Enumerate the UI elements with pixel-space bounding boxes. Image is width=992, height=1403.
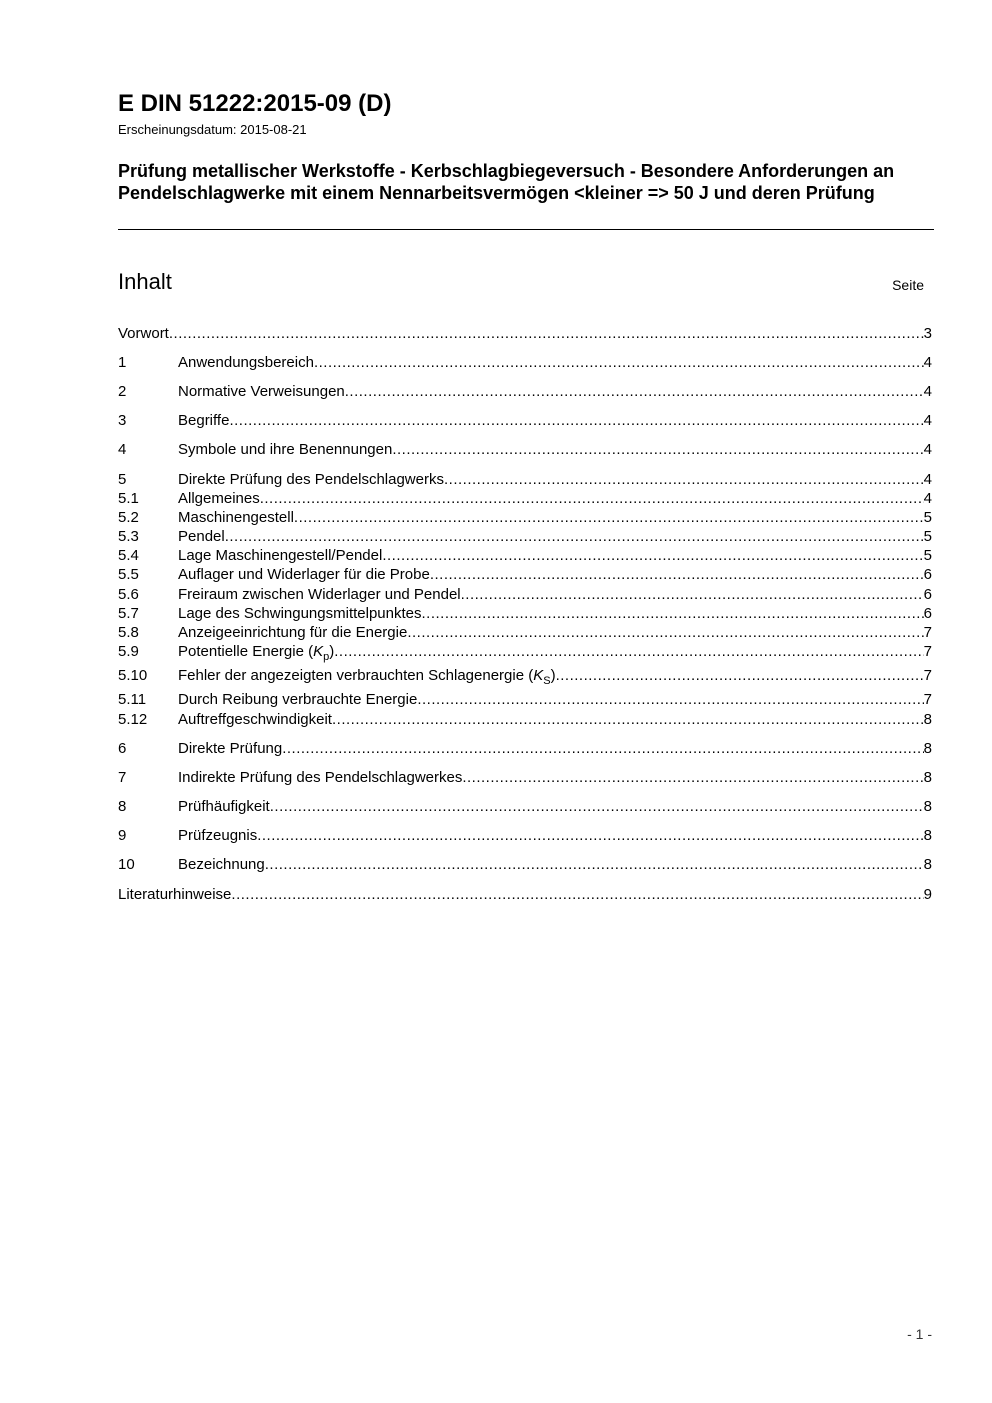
toc-entry-title: Normative Verweisungen	[178, 383, 345, 400]
toc-entry-title: Prüfzeugnis	[178, 827, 258, 844]
toc-entry-number: 5.7	[118, 605, 139, 622]
symbol-k: K	[313, 643, 324, 660]
toc-entry-page: 4	[923, 383, 932, 400]
toc-leader	[294, 508, 924, 528]
toc-entry-5-12[interactable]	[118, 710, 932, 730]
toc-entry-5-10[interactable]	[118, 666, 932, 686]
toc-entry-number: 7	[118, 769, 127, 786]
toc-entry-page: 5	[923, 528, 932, 545]
toc-entry-title: Pendel	[178, 528, 225, 545]
toc-entry-3[interactable]	[118, 411, 932, 431]
toc-leader	[462, 768, 923, 788]
toc-leader	[332, 710, 924, 730]
document-title: Prüfung metallischer Werkstoffe - Kerbschlagbiegeversuch - Besondere Anforderungen an Pendelschlagwerke mit einem Nennarbeitsvermögen <kleiner => 50 J und deren Prüfung	[118, 161, 895, 203]
toc-entry-number: 5.10	[118, 667, 148, 684]
toc-entry-number: 8	[118, 798, 127, 815]
toc-entry-title: Vorwort	[118, 325, 169, 342]
toc-entry-title: Direkte Prüfung	[178, 740, 283, 757]
toc-entry-title-text: Fehler der angezeigten verbrauchten Schlagenergie (	[178, 667, 534, 684]
toc-entry-page: 7	[923, 667, 932, 684]
toc-leader	[229, 411, 923, 431]
toc-entry-5[interactable]	[118, 470, 932, 490]
toc-entry-number: 1	[118, 354, 127, 371]
toc-entry-title: Begriffe	[178, 412, 230, 429]
toc-entry-title: Literaturhinweise	[118, 886, 232, 903]
toc-page-column-label: Seite	[892, 277, 924, 293]
toc-entry-number: 5	[118, 471, 127, 488]
symbol-subscript: S	[543, 675, 551, 687]
toc-leader	[231, 885, 923, 905]
toc-entry-page: 7	[923, 624, 932, 641]
toc-entry-7[interactable]	[118, 768, 932, 788]
toc-leader	[407, 623, 923, 643]
toc-leader	[345, 382, 924, 402]
toc-entry-title-text: Potentielle Energie (	[178, 643, 314, 660]
toc-leader	[422, 604, 924, 624]
toc-entry-title: Direkte Prüfung des Pendelschlagwerks	[178, 471, 444, 488]
symbol-subscript: p	[323, 651, 330, 663]
toc-entry-number: 3	[118, 412, 127, 429]
toc-entry-title: Bezeichnung	[178, 856, 265, 873]
toc-entry-5-3[interactable]	[118, 527, 932, 547]
toc-entry-number: 5.1	[118, 490, 139, 507]
toc-entry-title: Indirekte Prüfung des Pendelschlagwerkes	[178, 769, 463, 786]
toc-entry-page: 4	[923, 441, 932, 458]
toc-leader	[257, 826, 923, 846]
toc-entry-title: Anwendungsbereich	[178, 354, 314, 371]
toc-entry-title: Prüfhäufigkeit	[178, 798, 270, 815]
toc-entry-5-2[interactable]	[118, 508, 932, 528]
toc-entry-title: Anzeigeeinrichtung für die Energie	[178, 624, 408, 641]
toc-heading: Inhalt	[118, 269, 172, 294]
toc-leader	[417, 690, 923, 710]
toc-leader	[556, 666, 924, 686]
toc-leader	[430, 565, 924, 585]
toc-entry-title: Auftreffgeschwindigkeit	[178, 711, 332, 728]
toc-entry-9[interactable]	[118, 826, 932, 846]
toc-entry-5-4[interactable]	[118, 546, 932, 566]
toc-entry-title: Freiraum zwischen Widerlager und Pendel	[178, 586, 461, 603]
toc-entry-page: 6	[923, 566, 932, 583]
symbol-k: K	[533, 667, 544, 684]
toc-entry-number: 4	[118, 441, 127, 458]
toc-leader	[334, 642, 923, 662]
toc-entry-number: 10	[118, 856, 135, 873]
toc-entry-page: 3	[923, 325, 932, 342]
toc-leader	[225, 527, 924, 547]
toc-entry-vorwort[interactable]	[118, 324, 932, 344]
toc-entry-number: 5.8	[118, 624, 139, 641]
toc-entry-5-11[interactable]	[118, 690, 932, 710]
toc-entry-title: Symbole und ihre Benennungen	[178, 441, 393, 458]
toc-entry-5-7[interactable]	[118, 604, 932, 624]
toc-entry-number: 5.11	[118, 691, 147, 708]
title-divider	[118, 229, 934, 230]
toc-entry-5-6[interactable]	[118, 585, 932, 605]
toc-entry-number: 5.5	[118, 566, 139, 583]
toc-entry-title	[178, 666, 556, 691]
toc-leader	[169, 324, 924, 344]
toc-entry-title: Maschinengestell	[178, 509, 294, 526]
page-number: - 1 -	[907, 1326, 932, 1342]
toc-leader	[392, 440, 923, 460]
toc-leader	[461, 585, 924, 605]
toc-leader	[282, 739, 923, 759]
toc-entry-number: 5.4	[118, 547, 139, 564]
toc-entry-number: 5.3	[118, 528, 139, 545]
toc-entry-title-suffix: )	[329, 643, 335, 660]
toc-entry-page: 4	[923, 490, 932, 507]
toc-entry-page: 6	[923, 605, 932, 622]
toc-entry-title: Durch Reibung verbrauchte Energie	[178, 691, 418, 708]
toc-entry-number: 5.6	[118, 586, 139, 603]
toc-entry-5-5[interactable]	[118, 565, 932, 585]
toc-leader	[444, 470, 924, 490]
toc-entry-page: 4	[923, 354, 932, 371]
toc-entry-2[interactable]	[118, 382, 932, 402]
document-id: E DIN 51222:2015-09 (D)	[118, 90, 392, 117]
toc-leader	[382, 546, 923, 566]
toc-leader	[265, 855, 924, 875]
toc-entry-title: Lage Maschinengestell/Pendel	[178, 547, 383, 564]
toc-entry-page: 5	[923, 547, 932, 564]
toc-entry-8[interactable]	[118, 797, 932, 817]
toc-entry-page: 8	[923, 798, 932, 815]
toc-entry-5-9[interactable]	[118, 642, 932, 662]
toc-entry-page: 8	[923, 740, 932, 757]
toc-leader	[314, 353, 924, 373]
toc-entry-title	[178, 642, 334, 667]
toc-entry-page: 9	[923, 886, 932, 903]
toc-entry-number: 2	[118, 383, 127, 400]
toc-entry-page: 8	[923, 769, 932, 786]
toc-entry-page: 7	[923, 643, 932, 660]
toc-entry-number: 6	[118, 740, 127, 757]
publication-date: Erscheinungsdatum: 2015-08-21	[118, 122, 307, 137]
toc-entry-number: 5.2	[118, 509, 139, 526]
toc-entry-page: 7	[923, 691, 932, 708]
toc-entry-6[interactable]	[118, 739, 932, 759]
toc-entry-page: 4	[923, 412, 932, 429]
toc-entry-page: 8	[923, 827, 932, 844]
toc-entry-5-1[interactable]	[118, 489, 932, 509]
toc-entry-title: Lage des Schwingungsmittelpunktes	[178, 605, 422, 622]
toc-entry-literaturhinweise[interactable]	[118, 885, 932, 905]
toc-entry-number: 5.12	[118, 711, 148, 728]
toc-entry-number: 5.9	[118, 643, 139, 660]
toc-entry-page: 5	[923, 509, 932, 526]
toc-entry-page: 8	[923, 711, 932, 728]
toc-leader	[260, 489, 924, 509]
toc-entry-number: 9	[118, 827, 127, 844]
toc-entry-page: 6	[923, 586, 932, 603]
toc-entry-title-suffix: )	[550, 667, 556, 684]
toc-entry-page: 8	[923, 856, 932, 873]
toc-entry-5-8[interactable]	[118, 623, 932, 643]
toc-entry-page: 4	[923, 471, 932, 488]
toc-entry-4[interactable]	[118, 440, 932, 460]
toc-entry-10[interactable]	[118, 855, 932, 875]
toc-entry-title: Allgemeines	[178, 490, 260, 507]
toc-entry-1[interactable]	[118, 353, 932, 373]
toc-entry-title: Auflager und Widerlager für die Probe	[178, 566, 430, 583]
toc-leader	[270, 797, 924, 817]
